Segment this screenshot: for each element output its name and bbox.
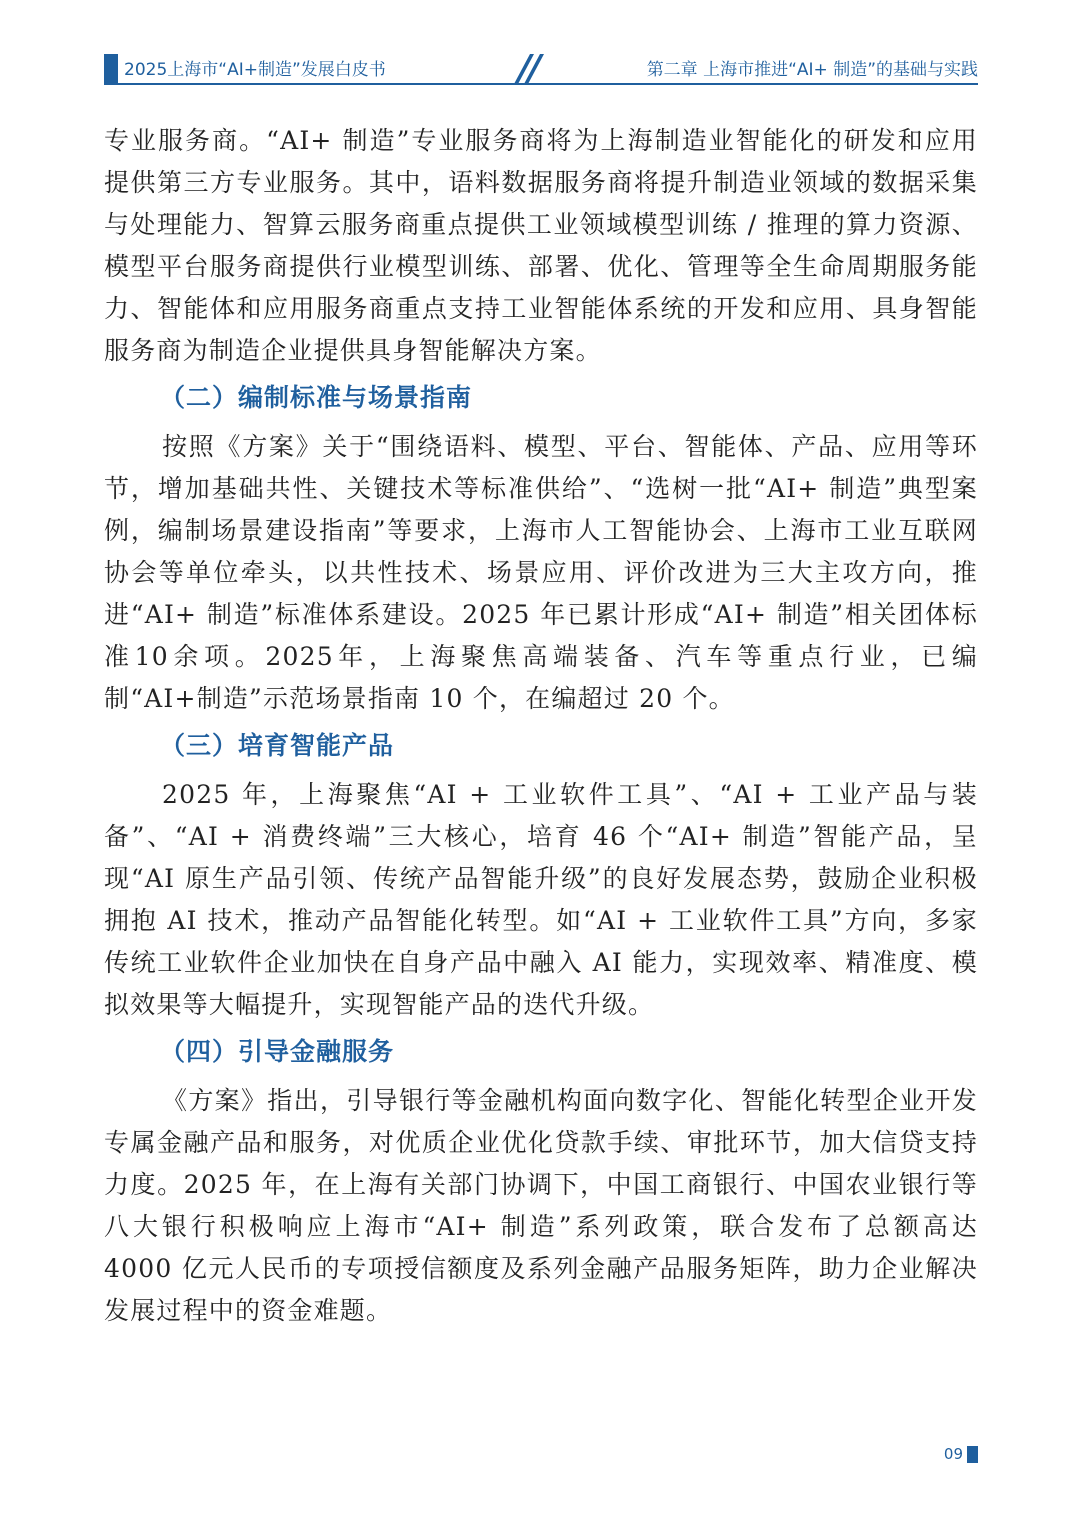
header-accent-block — [104, 54, 118, 84]
paragraph-service-providers: 专业服务商。“AI+ 制造”专业服务商将为上海制造业智能化的研发和应用提供第三方专业服务。其中，语料数据服务商将提升制造业领域的数据采集与处理能力、智算云服务商重点提供工业领域模型训练 / 推理的算力资源、模型平台服务商提供行业模型训练、部署、优化、管理等全生命周期服务能力、智能体和应用服务商重点支持工业智能体系统的开发和应用、具身智能服务商为制造企业提供具身智能解决方案。 — [104, 126, 978, 365]
page-header — [104, 54, 978, 84]
paragraph-products: 2025 年，上海聚焦“AI + 工业软件工具”、“AI + 工业产品与装备”、“AI + 消费终端”三大核心，培育 46 个“AI+ 制造”智能产品，呈现“AI 原生产品引领、传统产品智能升级”的良好发展态势，鼓励企业积极拥抱 AI 技术，推动产品智能化转型。如“AI + 工业软件工具”方向，多家传统工业软件企业加快在自身产品中融入 AI 能力，实现效率、精准度、模拟效果等大幅提升，实现智能产品的迭代升级。 — [104, 780, 978, 1019]
header-slash-decoration — [500, 54, 546, 84]
section-heading-products: （三）培育智能产品 — [160, 731, 395, 760]
header-rule — [104, 83, 978, 85]
page-number: 09 — [943, 1445, 963, 1463]
book-title: 2025上海市“AI+制造”发展白皮书 — [124, 60, 386, 80]
paragraph-standards: 按照《方案》关于“围绕语料、模型、平台、智能体、产品、应用等环节，增加基础共性、关键技术等标准供给”、“选树一批“AI+ 制造”典型案例，编制场景建设指南”等要求，上海市人工智能协会、上海市工业互联网协会等单位牵头，以共性技术、场景应用、评价改进为三大主攻方向，推进“AI+ 制造”标准体系建设。2025 年已累计形成“AI+ 制造”相关团体标准10余项。2025年，上海聚焦高端装备、汽车等重点行业，已编制“AI+制造”示范场景指南 10 个，在编超过 20 个。 — [104, 432, 978, 713]
section-heading-standards: （二）编制标准与场景指南 — [160, 383, 473, 412]
page-content — [104, 120, 978, 1332]
page-number-marker — [967, 1446, 978, 1463]
paragraph-finance: 《方案》指出，引导银行等金融机构面向数字化、智能化转型企业开发专属金融产品和服务，对优质企业优化贷款手续、审批环节，加大信贷支持力度。2025 年，在上海有关部门协调下，中国工商银行、中国农业银行等八大银行积极响应上海市“AI+ 制造”系列政策，联合发布了总额高达 4000 亿元人民币的专项授信额度及系列金融产品服务矩阵，助力企业解决发展过程中的资金难题。 — [104, 1086, 978, 1325]
page-footer — [944, 1444, 978, 1464]
section-heading-finance: （四）引导金融服务 — [160, 1037, 395, 1066]
chapter-title: 第二章 上海市推进“AI+ 制造”的基础与实践 — [646, 60, 978, 80]
